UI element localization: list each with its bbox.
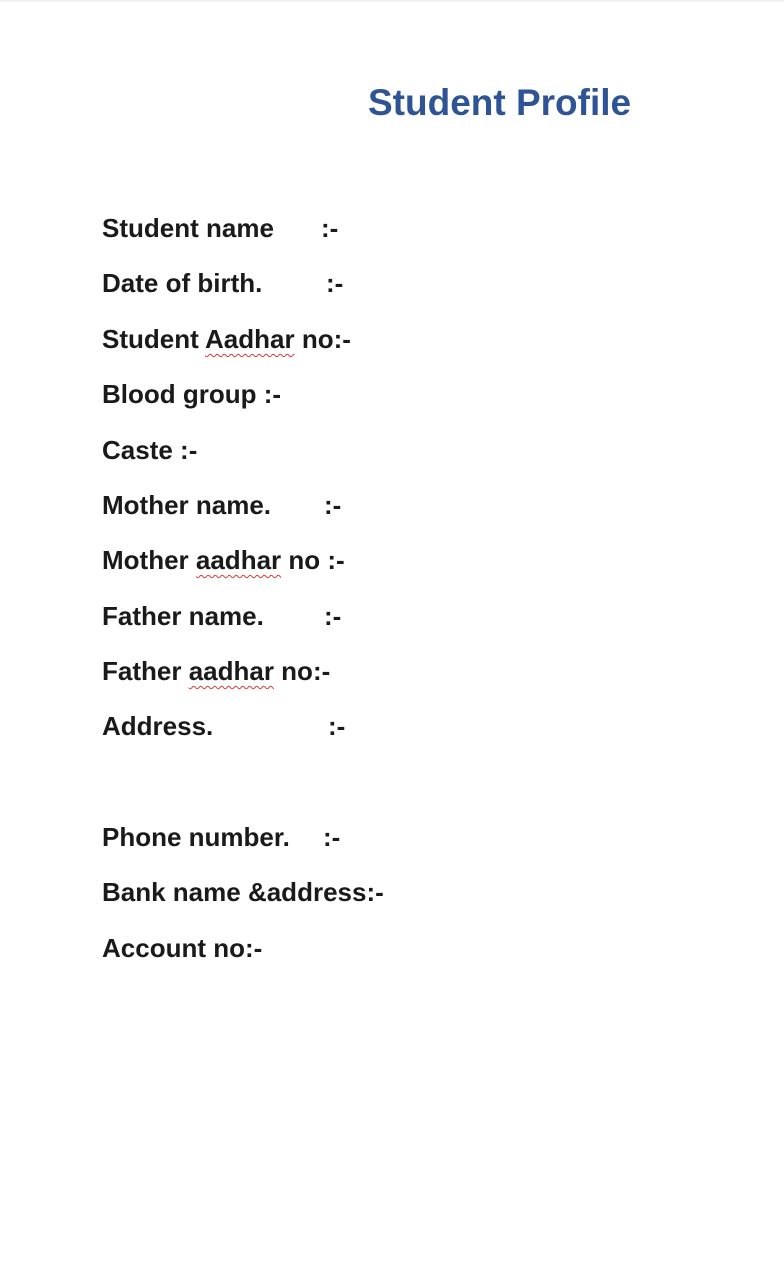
field-label: Date of birth.: [102, 268, 263, 298]
field-label: Student Aadhar no:-: [102, 324, 351, 354]
field-label: Phone number.: [102, 822, 290, 852]
page-top-edge: [0, 0, 784, 3]
field-separator: :-: [328, 711, 346, 741]
field-separator: :-: [324, 490, 342, 520]
field-label: Mother name.: [102, 490, 272, 520]
field-separator: :-: [321, 213, 339, 243]
spellcheck-word: Aadhar: [205, 324, 295, 354]
field-label: Mother aadhar no :-: [102, 545, 345, 575]
field-label: Caste :-: [102, 435, 198, 465]
spellcheck-word: aadhar: [195, 545, 282, 575]
field-separator: :-: [323, 822, 341, 852]
field-label: Address.: [102, 711, 214, 741]
field-label: Father name.: [102, 601, 264, 631]
field-label: Father aadhar no:-: [102, 656, 331, 686]
field-label: Student name: [102, 213, 274, 243]
field-label: Blood group :-: [102, 379, 282, 409]
spellcheck-word: aadhar: [188, 656, 274, 686]
page-title: Student Profile: [368, 82, 632, 123]
field-label: Bank name &address:-: [102, 877, 384, 907]
field-separator: :-: [326, 268, 344, 298]
field-label: Account no:-: [102, 933, 263, 963]
field-separator: :-: [324, 601, 342, 631]
